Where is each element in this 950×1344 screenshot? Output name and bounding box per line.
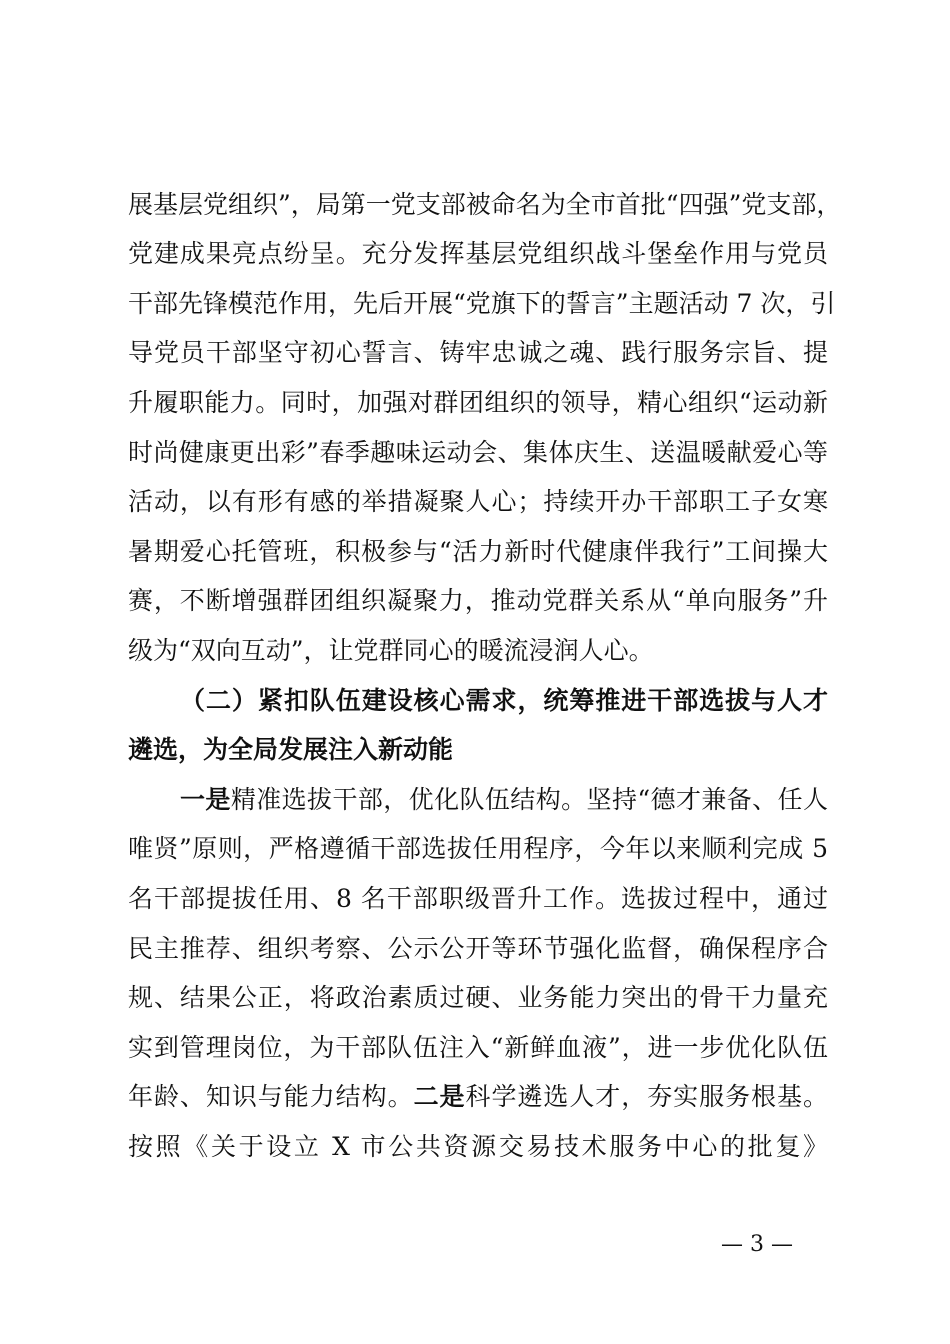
paragraph-text: 科学遴选人才，夯实服务根基。 xyxy=(465,1082,828,1111)
paragraph-line: 实到管理岗位，为干部队伍注入“新鲜血液”，进一步优化队伍 xyxy=(128,1033,828,1062)
paragraph-line: 赛，不断增强群团组织凝聚力，推动党群关系从“单向服务”升 xyxy=(128,586,828,615)
paragraph-line: 名干部提拔任用、8 名干部职级晋升工作。选拔过程中，通过 xyxy=(128,884,828,913)
paragraph-line: 导党员干部坚守初心誓言、铸牢忠诚之魂、践行服务宗旨、提 xyxy=(128,338,828,367)
paragraph-line: 暑期爱心托管班，积极参与“活力新时代健康伴我行”工间操大 xyxy=(128,537,828,566)
point-label-second: 二是 xyxy=(413,1082,466,1111)
paragraph-line: 规、结果公正，将政治素质过硬、业务能力突出的骨干力量充 xyxy=(128,983,828,1012)
paragraph-line: 展基层党组织”，局第一党支部被命名为全市首批“四强”党支部， xyxy=(128,190,842,219)
paragraph-line: 民主推荐、组织考察、公示公开等环节强化监督，确保程序合 xyxy=(128,934,828,963)
paragraph-line: 党建成果亮点纷呈。充分发挥基层党组织战斗堡垒作用与党员 xyxy=(128,239,828,268)
paragraph-line: 按照《关于设立 X 市公共资源交易技术服务中心的批复》 xyxy=(128,1132,828,1161)
paragraph-line: 活动，以有形有感的举措凝聚人心；持续开办干部职工子女寒 xyxy=(128,487,828,516)
paragraph-line xyxy=(128,1072,828,1122)
heading-line: 遴选，为全局发展注入新动能 xyxy=(128,735,454,764)
paragraph-line: 干部先锋模范作用，先后开展“党旗下的誓言”主题活动 7 次，引 xyxy=(128,289,836,318)
paragraph-text: 年龄、知识与能力结构。 xyxy=(128,1082,414,1111)
paragraph-line: 唯贤”原则，严格遵循干部选拔任用程序，今年以来顺利完成 5 xyxy=(128,834,828,863)
paragraph-line: 升履职能力。同时，加强对群团组织的领导，精心组织“运动新 xyxy=(128,388,828,417)
paragraph-line xyxy=(180,775,828,825)
point-label-first: 一是 xyxy=(180,785,231,814)
heading-line: （二）紧扣队伍建设核心需求，统筹推进干部选拔与人才 xyxy=(180,686,828,715)
paragraph-line: 级为“双向互动”，让党群同心的暖流浸润人心。 xyxy=(128,636,654,665)
page-number: — 3 — xyxy=(721,1232,793,1257)
paragraph-line: 时尚健康更出彩”春季趣味运动会、集体庆生、送温暖献爱心等 xyxy=(128,438,828,467)
paragraph-text: 精准选拔干部，优化队伍结构。坚持“德才兼备、任人 xyxy=(230,785,828,814)
